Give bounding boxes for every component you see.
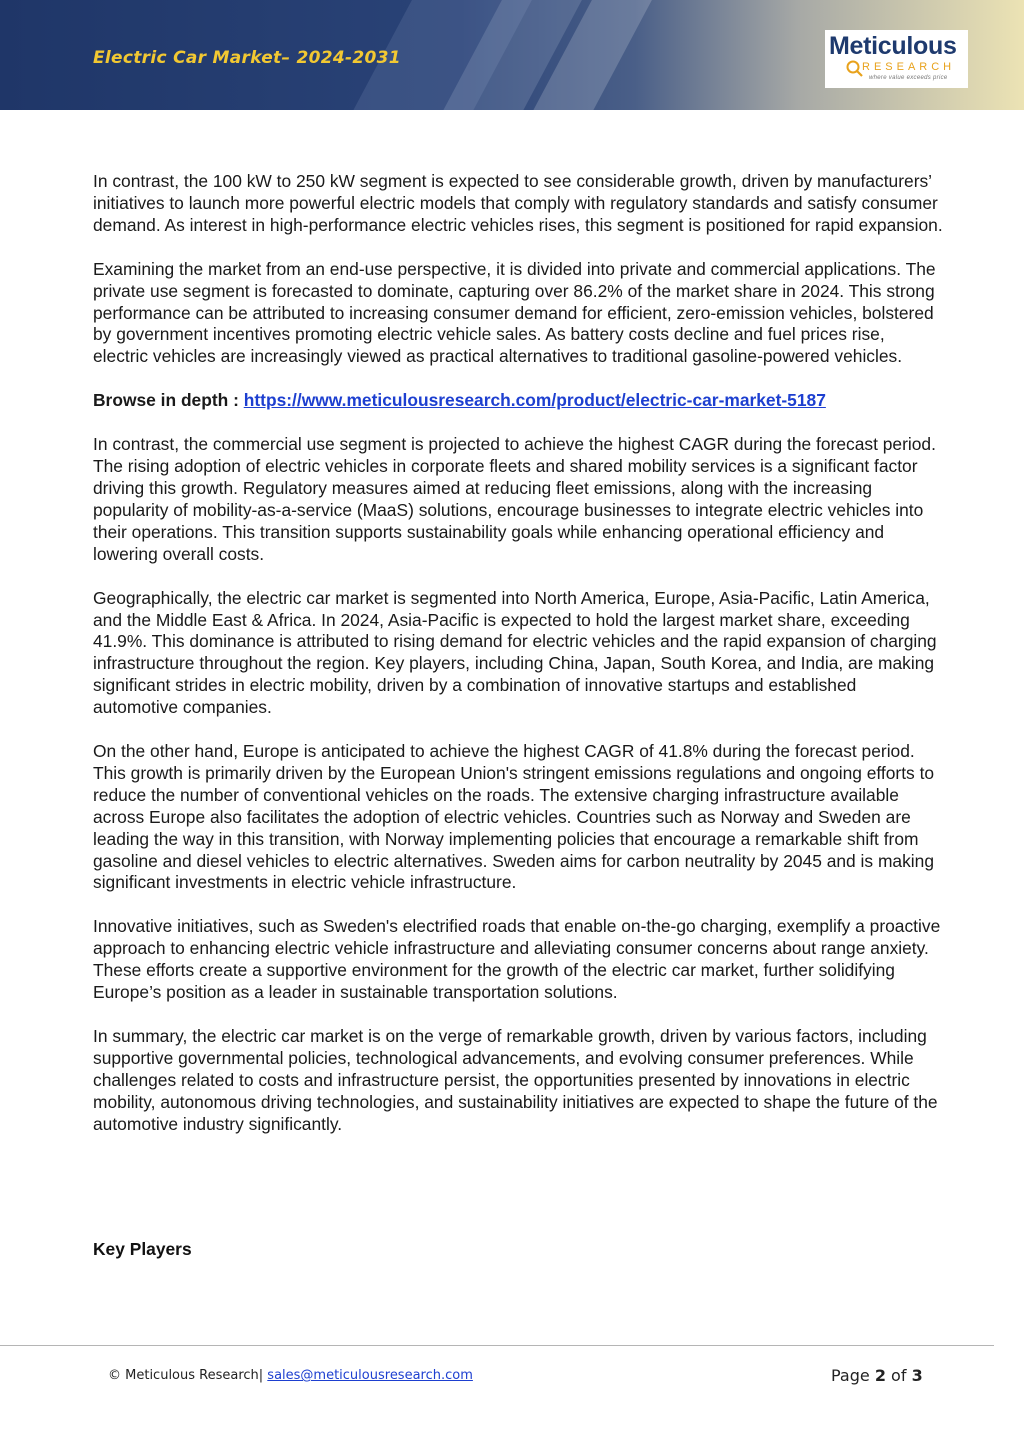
copyright-text: © Meticulous Research| (108, 1368, 268, 1383)
logo-name: Meticulous (829, 32, 957, 60)
paragraph: Innovative initiatives, such as Sweden's electrified roads that enable on-the-go charging, exemplify a proactive approach to enhancing electric vehicle infrastructure and alleviating consumer concerns about range anxiety. These efforts create a supportive environment for the growth of the electric car market, further solidifying Europe’s position as a leader in sustainable transportation solutions. (93, 916, 941, 1003)
document-title: Electric Car Market– 2024-2031 (93, 48, 401, 68)
logo-tagline: where value exceeds price (869, 75, 948, 81)
document-body (93, 171, 943, 1158)
page-number (831, 1366, 923, 1385)
sales-email-link[interactable]: sales@meticulousresearch.com (267, 1368, 473, 1383)
page-total: 3 (911, 1366, 923, 1385)
paragraph: In contrast, the 100 kW to 250 kW segment is expected to see considerable growth, driven by manufacturers’ initiatives to launch more powerful electric models that comply with regulatory standards and satisfy consumer demand. As interest in high-performance electric vehicles rises, this segment is positioned for rapid expansion. (93, 171, 943, 235)
page-prefix: Page (831, 1366, 875, 1385)
magnifier-icon (845, 59, 863, 77)
key-players-heading: Key Players (93, 1239, 192, 1259)
product-link[interactable]: https://www.meticulousresearch.com/product/electric-car-market-5187 (243, 390, 826, 411)
paragraph: Examining the market from an end-use perspective, it is divided into private and commercial applications. The private use segment is forecasted to dominate, capturing over 86.2% of the market share in 2024. This strong performance can be attributed to increasing consumer demand for efficient, zero-emission vehicles, bolstered by government incentives promoting electric vehicle sales. As battery costs decline and fuel prices rise, electric vehicles are increasingly viewed as practical alternatives to traditional gasoline-powered vehicles. (93, 258, 936, 367)
paragraph: Geographically, the electric car market is segmented into North America, Europe, Asia-Pacific, Latin America, and the Middle East & Africa. In 2024, Asia-Pacific is expected to hold the largest market share, exceeding 41.9%. This dominance is attributed to rising demand for electric vehicles and the rapid expansion of charging infrastructure throughout the region. Key players, including China, Japan, South Korea, and India, are making significant strides in electric mobility, driven by a combination of innovative startups and established automotive companies. (93, 587, 937, 718)
browse-label: Browse in depth : (93, 390, 244, 411)
paragraph: In contrast, the commercial use segment is projected to achieve the highest CAGR during the forecast period. The rising adoption of electric vehicles in corporate fleets and shared mobility services is a significant factor driving this growth. Regulatory measures aimed at reducing fleet emissions, along with the increasing popularity of mobility-as-a-service (MaaS) solutions, encourage businesses to integrate electric vehicles into their operations. This transition supports sustainability goals while enhancing operational efficiency and lowering overall costs. (93, 434, 936, 564)
footer-divider (0, 1345, 994, 1346)
page-mid: of (885, 1366, 912, 1385)
footer-copyright (108, 1368, 473, 1383)
company-logo (825, 30, 968, 88)
page-header (0, 0, 1024, 110)
browse-in-depth (93, 390, 943, 412)
page-current: 2 (874, 1366, 886, 1385)
paragraph: On the other hand, Europe is anticipated to achieve the highest CAGR of 41.8% during the forecast period. This growth is primarily driven by the European Union's stringent emissions regulations and ongoing efforts to reduce the number of conventional vehicles on the roads. The extensive charging infrastructure available across Europe also facilitates the adoption of electric vehicles. Countries such as Norway and Sweden are leading the way in this transition, with Norway implementing policies that encourage a remarkable shift from gasoline and diesel vehicles to electric alternatives. Sweden aims for carbon neutrality by 2045 and is making significant investments in electric vehicle infrastructure. (93, 741, 935, 893)
paragraph: In summary, the electric car market is on the verge of remarkable growth, driven by various factors, including supportive governmental policies, technological advancements, and evolving consumer preferences. While challenges related to costs and infrastructure persist, the opportunities presented by innovations in electric mobility, autonomous driving technologies, and sustainability initiatives are expected to shape the future of the automotive industry significantly. (93, 1026, 938, 1134)
logo-subtitle: RESEARCH (862, 61, 956, 73)
